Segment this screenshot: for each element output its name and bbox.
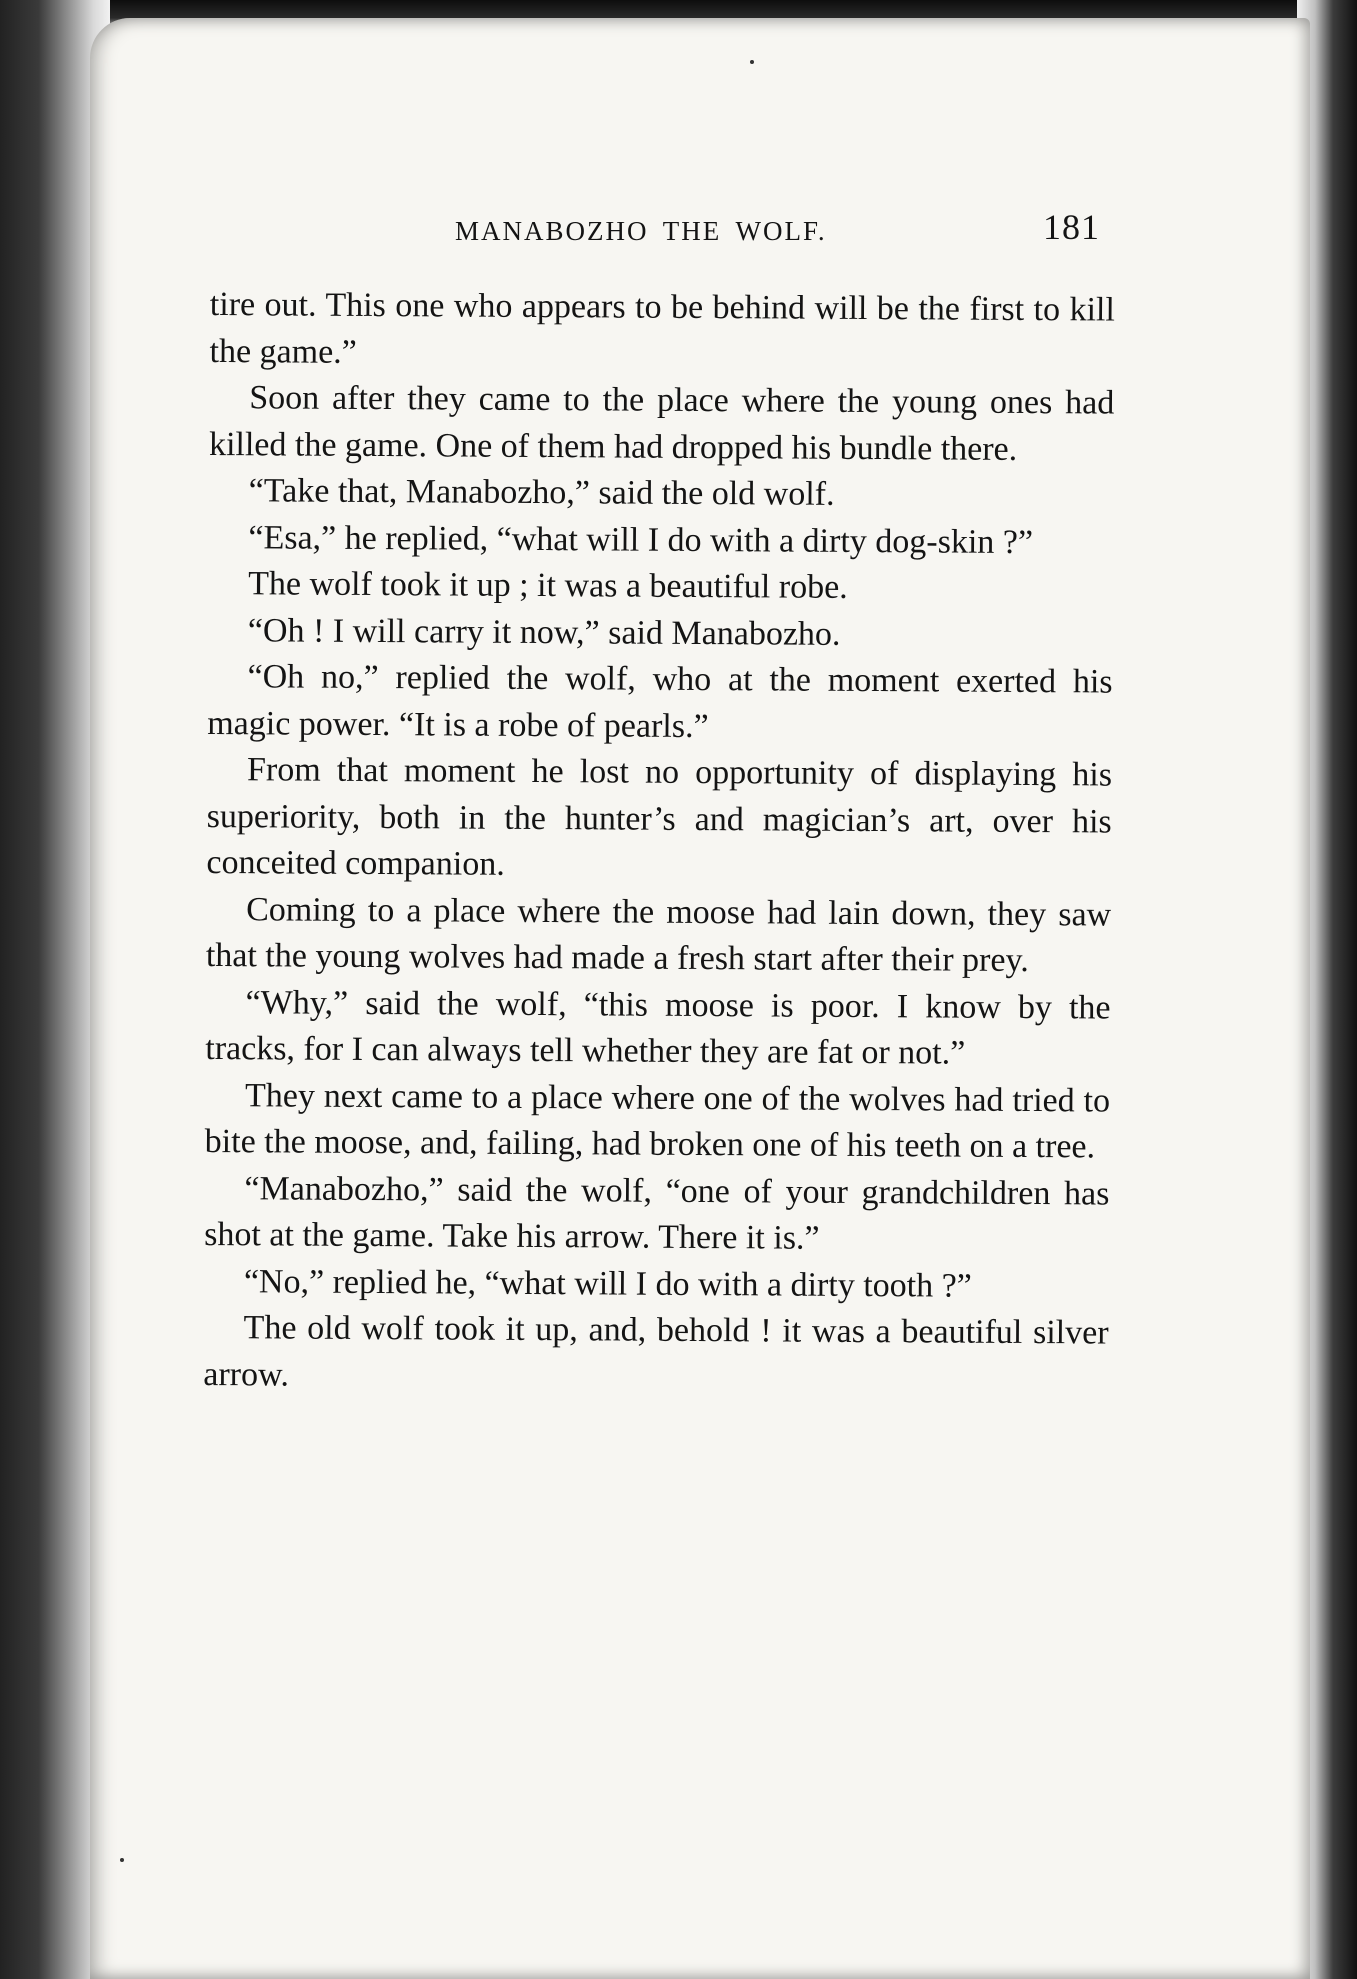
- paragraph: “Manabozho,” said the wolf, “one of your grandchildren has shot at the game. Take his arrow. There it is.”: [204, 1169, 1110, 1257]
- paragraph: “Oh no,” replied the wolf, who at the moment exerted his magic power. “It is a robe of pearls.”: [207, 658, 1113, 745]
- paragraph: From that moment he lost no opportunity of displaying his superiority, both in the hunter’s and magician’s art, over his conceited companion.: [206, 751, 1113, 883]
- page-number: 181: [1043, 207, 1100, 247]
- paragraph: They next came to a place where one of the wolves had tried to bite the moose, and, failing, had broken one of his teeth on a tree.: [204, 1076, 1111, 1166]
- paragraph: Coming to a place where the moose had lain down, they saw that the young wolves had made a fresh start after their prey.: [205, 890, 1112, 980]
- paragraph: “Oh ! I will carry it now,” said Manabozho.: [247, 611, 841, 653]
- paragraph: Soon after they came to the place where the young ones had killed the game. One of them had dropped his bundle there.: [208, 379, 1115, 468]
- paragraph: tire out. This one who appears to be behind will be the first to kill the game.”: [209, 285, 1115, 371]
- paragraph: “Esa,” he replied, “what will I do with a dirty dog-skin ?”: [248, 518, 1034, 561]
- paragraph: “No,” replied he, “what will I do with a dirty tooth ?”: [243, 1262, 972, 1305]
- ink-speck: [120, 1858, 124, 1862]
- ink-speck: [750, 60, 754, 64]
- running-header: [330, 207, 1120, 252]
- running-title: MANABOZHO THE WOLF.: [455, 216, 827, 246]
- paragraph: “Why,” said the wolf, “this moose is poor. I know by the tracks, for I can always tell whether they are fat or not.”: [205, 983, 1111, 1072]
- body-text: [203, 282, 1115, 1404]
- paragraph: “Take that, Manabozho,” said the old wolf.: [248, 472, 835, 513]
- paragraph: The old wolf took it up, and, behold ! it was a beautiful silver arrow.: [203, 1309, 1109, 1394]
- paragraph: The wolf took it up ; it was a beautiful robe.: [248, 565, 848, 606]
